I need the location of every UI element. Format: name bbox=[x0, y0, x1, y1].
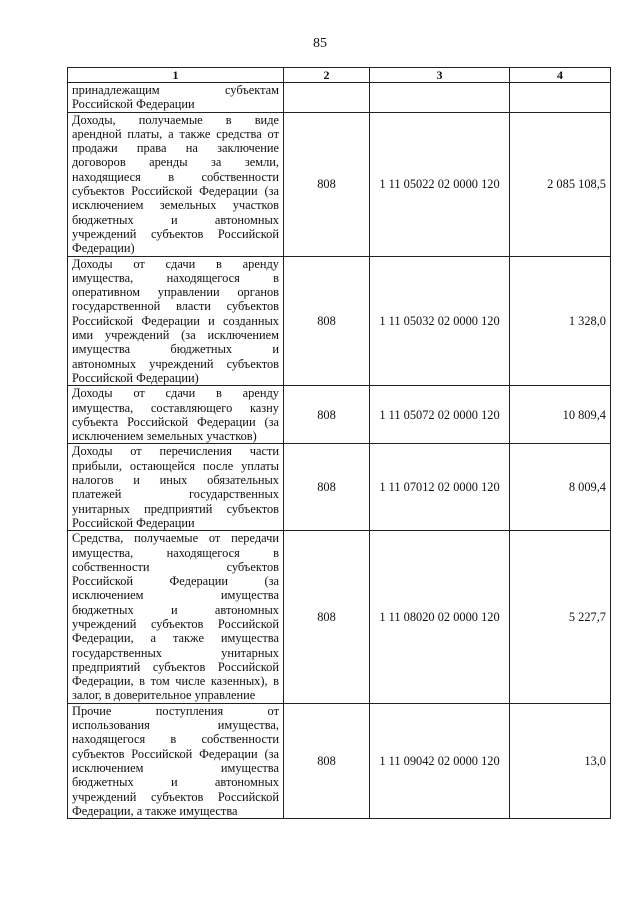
description-line: прибыли, остающейся после уплаты bbox=[72, 458, 279, 473]
admin-code-cell: 808 bbox=[284, 256, 370, 386]
description-line: исключением имущества bbox=[72, 760, 279, 775]
amount-cell: 5 227,7 bbox=[510, 531, 611, 704]
description-line: имущества бюджетных и bbox=[72, 342, 279, 357]
description-line: государственной власти субъектов bbox=[72, 299, 279, 314]
description-line: платежей государственных bbox=[72, 487, 279, 502]
description-line: государственных унитарных bbox=[72, 645, 279, 660]
revenue-description-cell bbox=[68, 531, 284, 704]
description-line: Российской Федерации) bbox=[72, 370, 199, 385]
description-line: имущества, находящегося в bbox=[72, 545, 279, 560]
description-line: учреждений субъектов Российской bbox=[72, 226, 279, 241]
revenue-description-cell bbox=[68, 444, 284, 531]
revenue-description-cell bbox=[68, 256, 284, 386]
amount-cell: 1 328,0 bbox=[510, 256, 611, 386]
description-line: Доходы от сдачи в аренду bbox=[72, 256, 279, 271]
column-number-3: 3 bbox=[370, 68, 510, 83]
revenue-table bbox=[67, 67, 611, 819]
budget-classification-code-cell: 1 11 08020 02 0000 120 bbox=[370, 531, 510, 704]
admin-code-cell: 808 bbox=[284, 112, 370, 256]
amount-cell bbox=[510, 83, 611, 113]
description-line: Федерации, а также имущества bbox=[72, 631, 279, 646]
description-line: бюджетных и автономных bbox=[72, 602, 279, 617]
column-number-4: 4 bbox=[510, 68, 611, 83]
budget-classification-code-cell: 1 11 05032 02 0000 120 bbox=[370, 256, 510, 386]
description-line: Федерации, а также имущества bbox=[72, 803, 238, 818]
budget-classification-code-cell: 1 11 09042 02 0000 120 bbox=[370, 703, 510, 818]
description-line: Федерации, в том числе казенных), в bbox=[72, 674, 279, 689]
table-row bbox=[68, 256, 611, 386]
table-row bbox=[68, 112, 611, 256]
description-line: Российской Федерации (за bbox=[72, 574, 279, 589]
description-line: налогов и иных обязательных bbox=[72, 473, 279, 488]
table-row bbox=[68, 83, 611, 113]
description-line: имущества, составляющего казну bbox=[72, 400, 279, 415]
amount-cell: 8 009,4 bbox=[510, 444, 611, 531]
description-line: продажи права на заключение bbox=[72, 141, 279, 156]
description-line: Российской Федерации bbox=[72, 515, 195, 530]
description-line: Российской Федерации и созданных bbox=[72, 313, 279, 328]
revenue-table-body bbox=[68, 68, 611, 819]
revenue-description-cell bbox=[68, 112, 284, 256]
budget-classification-code-cell: 1 11 05022 02 0000 120 bbox=[370, 112, 510, 256]
budget-classification-code-cell: 1 11 07012 02 0000 120 bbox=[370, 444, 510, 531]
revenue-description-cell bbox=[68, 386, 284, 444]
description-line: Доходы от сдачи в аренду bbox=[72, 386, 279, 401]
description-line: имущества, находящегося в bbox=[72, 270, 279, 285]
description-line: Федерации) bbox=[72, 241, 135, 256]
description-line: принадлежащим субъектам bbox=[72, 83, 279, 97]
description-line: Прочие поступления от bbox=[72, 703, 279, 718]
budget-classification-code-cell: 1 11 05072 02 0000 120 bbox=[370, 386, 510, 444]
description-line: собственности субъектов bbox=[72, 559, 279, 574]
description-line: Российской Федерации bbox=[72, 97, 195, 112]
description-line: учреждений субъектов Российской bbox=[72, 616, 279, 631]
revenue-description-cell bbox=[68, 83, 284, 113]
description-line: субъектов Российской Федерации (за bbox=[72, 184, 279, 199]
revenue-description-cell bbox=[68, 703, 284, 818]
description-line: использования имущества, bbox=[72, 718, 279, 733]
column-number-row bbox=[68, 68, 611, 83]
description-line: унитарных предприятий субъектов bbox=[72, 501, 279, 516]
amount-cell: 2 085 108,5 bbox=[510, 112, 611, 256]
budget-classification-code-cell bbox=[370, 83, 510, 113]
table-row bbox=[68, 531, 611, 704]
description-line: оперативном управлении органов bbox=[72, 285, 279, 300]
description-line: находящегося в собственности bbox=[72, 732, 279, 747]
description-line: субъектов Российской Федерации (за bbox=[72, 746, 279, 761]
description-line: Доходы от перечисления части bbox=[72, 444, 279, 459]
admin-code-cell: 808 bbox=[284, 531, 370, 704]
description-line: исключением земельных участков bbox=[72, 198, 279, 213]
description-line: учреждений субъектов Российской bbox=[72, 789, 279, 804]
admin-code-cell: 808 bbox=[284, 703, 370, 818]
amount-cell: 10 809,4 bbox=[510, 386, 611, 444]
admin-code-cell: 808 bbox=[284, 386, 370, 444]
column-number-2: 2 bbox=[284, 68, 370, 83]
description-line: арендной платы, а также средства от bbox=[72, 126, 279, 141]
table-row bbox=[68, 703, 611, 818]
description-line: залог, в доверительное управление bbox=[72, 688, 256, 703]
table-row bbox=[68, 386, 611, 444]
page-number: 85 bbox=[313, 36, 327, 51]
admin-code-cell: 808 bbox=[284, 444, 370, 531]
description-line: предприятий субъектов Российской bbox=[72, 659, 279, 674]
description-line: Средства, получаемые от передачи bbox=[72, 531, 279, 546]
table-row bbox=[68, 444, 611, 531]
description-line: бюджетных и автономных bbox=[72, 775, 279, 790]
description-line: автономных учреждений субъектов bbox=[72, 356, 279, 371]
description-line: ими учреждений (за исключением bbox=[72, 328, 279, 343]
admin-code-cell bbox=[284, 83, 370, 113]
description-line: исключением земельных участков) bbox=[72, 429, 257, 444]
column-number-1: 1 bbox=[68, 68, 284, 83]
description-line: договоров аренды за земли, bbox=[72, 155, 279, 170]
description-line: бюджетных и автономных bbox=[72, 212, 279, 227]
description-line: исключением имущества bbox=[72, 588, 279, 603]
description-line: Доходы, получаемые в виде bbox=[72, 112, 279, 127]
description-line: субъекта Российской Федерации (за bbox=[72, 414, 279, 429]
description-line: находящиеся в собственности bbox=[72, 169, 279, 184]
amount-cell: 13,0 bbox=[510, 703, 611, 818]
